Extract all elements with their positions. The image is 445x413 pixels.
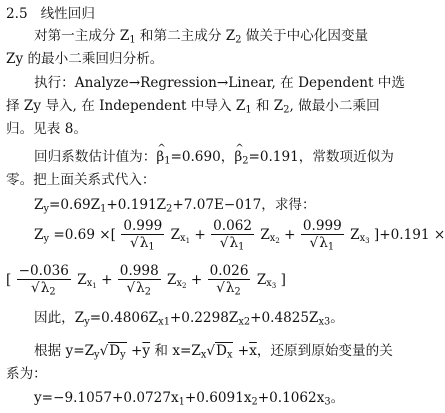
section-title: 线性回归 [40, 6, 95, 22]
fraction: $\frac{-0.036}{√\lambda_2}$ [18, 263, 69, 298]
para4-line1: 根据 $y=Z_y√D_y +\overline{y}$ 和 $x=Z_x√D_x +\overline{x}$，还原到原始变量的关 [34, 343, 393, 361]
equation-5: $y=-9.1057+0.0727x_1+0.6091x_2+0.1062x_3$。 [34, 390, 345, 408]
para2-line2: 择 Zy 导入, 在 Independent 中导入 $Z_1$ 和 $Z_2$, 做最小二乘回 [6, 98, 380, 116]
section-number: 2.5 [6, 6, 28, 22]
equation-2: $Z_y =0.69$ ×[ $\frac{0.999}{√\lambda_1}$ $Z_{x_1}$ + $\frac{0.062}{√\lambda_1}$ $Z_{x_2}$ + $\frac{0.999}{√\lambda_1}$ $Z_{x_3}$ ]+0.191 × [34, 218, 445, 253]
equation-3: [ $\frac{-0.036}{√\lambda_2}$ $Z_{x_1}$ + $\frac{0.998}{√\lambda_2}$ $Z_{x_2}$ + $\frac{0.026}{√\lambda_2}$ $Z_{x_3}$ ] [6, 263, 286, 298]
fraction: $\frac{0.999}{√\lambda_1}$ [302, 218, 342, 253]
fraction: $\frac{0.998}{√\lambda_2}$ [119, 263, 159, 298]
para2-line1: 执行：Analyze→Regression→Linear, 在 Dependent 中选 [34, 75, 405, 91]
para3-line1: 回归系数估计值为：^ $\beta_1=0.690$，^ $\beta_2=0.191$，常数项近似为 [34, 148, 394, 166]
section-heading [6, 5, 95, 23]
para2-line3: 归。见表 8。 [6, 121, 87, 137]
para3-line2: 零。把上面关系式代入： [6, 172, 156, 188]
para4-line2: 系为： [6, 366, 47, 382]
fraction: $\frac{0.062}{√\lambda_1}$ [213, 218, 253, 253]
equation-1: $Z_y=0.69Z_1+0.191Z_2+7.07E-017$，求得： [34, 197, 316, 215]
para1-line2: Zy 的最小二乘回归分析。 [6, 51, 164, 67]
para1-line1: 对第一主成分 $Z_1$ 和第二主成分 $Z_2$ 做关于中心化因变量 [34, 28, 369, 46]
fraction: $\frac{0.026}{√\lambda_2}$ [209, 263, 249, 298]
fraction: $\frac{0.999}{√\lambda_1}$ [123, 218, 163, 253]
equation-4: 因此，$Z_y=0.4806Z_{x1}+0.2298Z_{x2}+0.4825Z_{x3}$。 [34, 310, 344, 328]
